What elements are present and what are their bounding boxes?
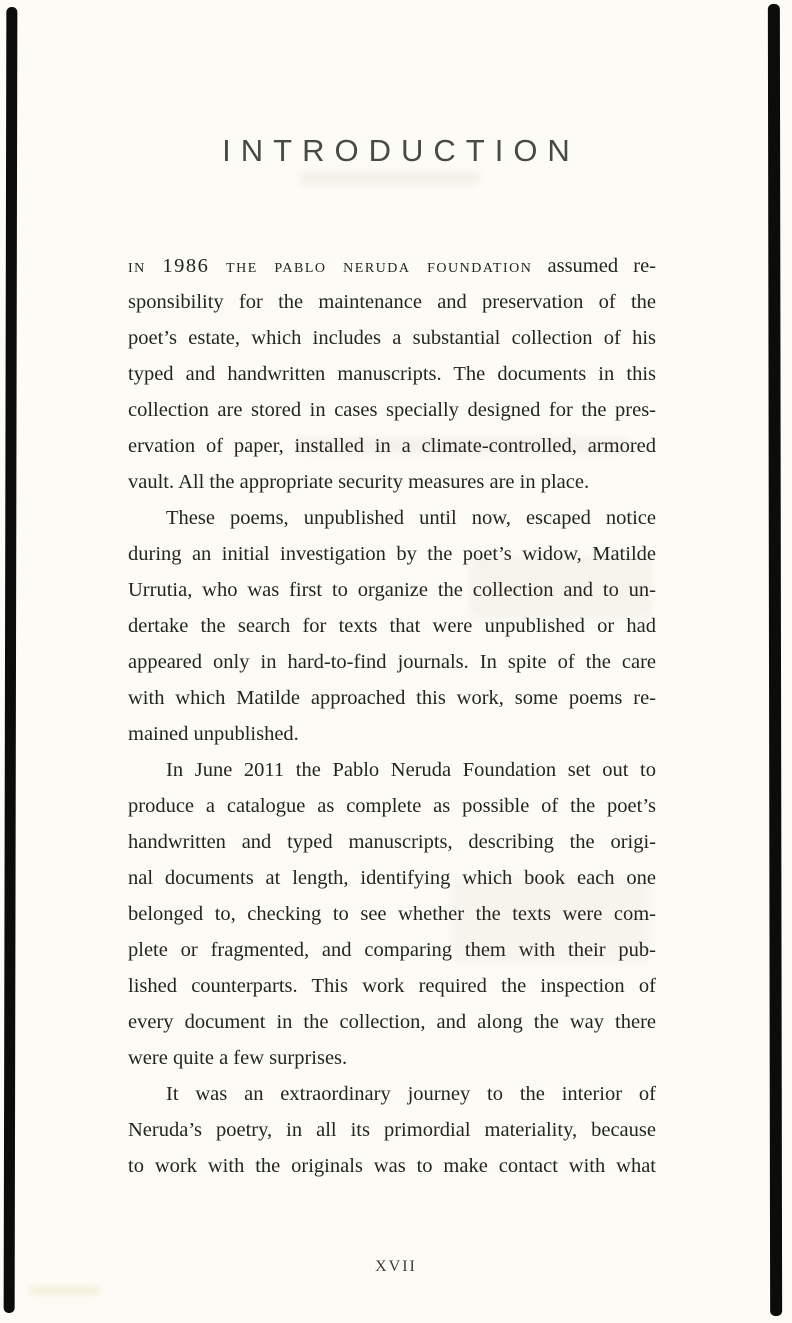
body-line: appeared only in hard-to-find journals. In spite of the care — [128, 651, 656, 673]
body-line: were quite a few surprises. — [128, 1047, 348, 1069]
body-line: sponsibility for the maintenance and preservation of the — [128, 291, 656, 313]
body-line: handwritten and typed manuscripts, describing the origi- — [128, 831, 656, 853]
body-line: to work with the originals was to make contact with what — [128, 1155, 656, 1177]
page-stain — [30, 1286, 100, 1295]
scan-edge-shadow-left — [4, 7, 18, 1313]
chapter-title: INTRODUCTION — [222, 133, 580, 168]
scan-edge-shadow-right — [768, 4, 782, 1316]
body-line: plete or fragmented, and comparing them with their pub- — [128, 939, 656, 961]
body-line: ervation of paper, installed in a climate-controlled, armored — [128, 435, 656, 457]
body-line: in 1986 the pablo neruda foundation assumed re- — [128, 255, 656, 277]
body-line: In June 2011 the Pablo Neruda Foundation set out to — [166, 759, 656, 781]
body-line: produce a catalogue as complete as possible of the poet’s — [128, 795, 656, 817]
page-number: XVII — [375, 1258, 417, 1275]
body-line: every document in the collection, and along the way there — [128, 1011, 656, 1033]
body-line: collection are stored in cases specially designed for the pres- — [128, 399, 656, 421]
page-showthrough-smudge — [300, 172, 480, 185]
small-caps-lead: in 1986 the pablo neruda foundation — [128, 255, 533, 277]
body-line: It was an extraordinary journey to the interior of — [166, 1083, 656, 1105]
body-line: during an initial investigation by the poet’s widow, Matilde — [128, 543, 656, 565]
body-line: Neruda’s poetry, in all its primordial materiality, because — [128, 1119, 656, 1141]
body-line: typed and handwritten manuscripts. The documents in this — [128, 363, 656, 385]
body-line: with which Matilde approached this work, some poems re- — [128, 687, 656, 709]
body-line: lished counterparts. This work required the inspection of — [128, 975, 656, 997]
body-line: belonged to, checking to see whether the texts were com- — [128, 903, 656, 925]
body-line: vault. All the appropriate security measures are in place. — [128, 471, 590, 493]
body-text-block — [128, 248, 656, 1184]
body-line: mained unpublished. — [128, 723, 299, 745]
body-line: nal documents at length, identifying which book each one — [128, 867, 656, 889]
body-line: These poems, unpublished until now, escaped notice — [166, 507, 656, 529]
body-line: poet’s estate, which includes a substantial collection of his — [128, 327, 656, 349]
body-line: dertake the search for texts that were unpublished or had — [128, 615, 656, 637]
body-line: Urrutia, who was first to organize the collection and to un- — [128, 579, 656, 601]
